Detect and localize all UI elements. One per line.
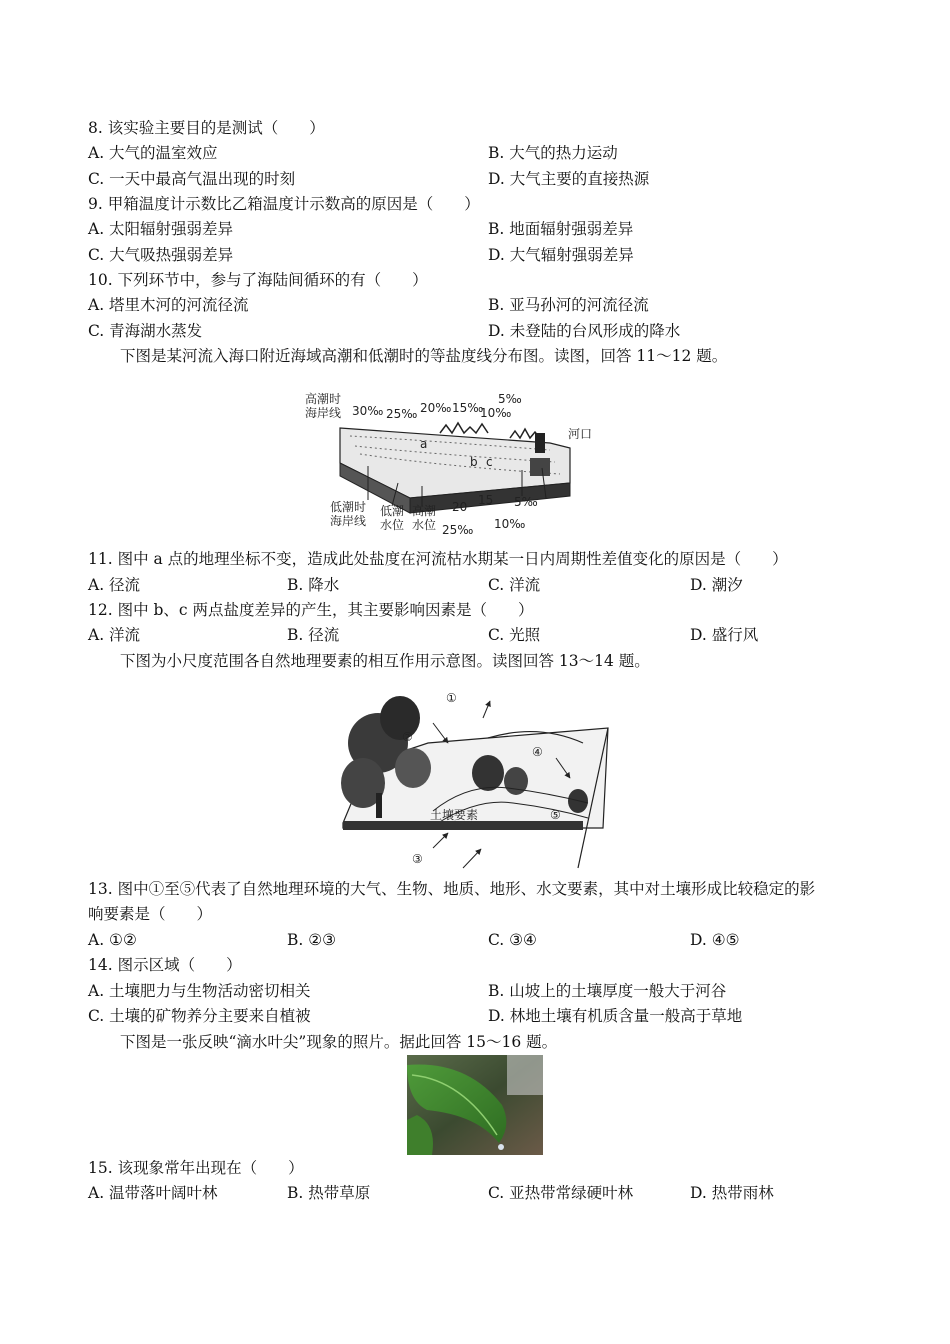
q13-stem-line1: 13. 图中①至⑤代表了自然地理环境的大气、生物、地质、地形、水文要素，其中对土壤形成比较稳定的影 bbox=[88, 880, 816, 898]
marker-1: ① bbox=[446, 691, 457, 705]
intro-geo-elements-figure: 下图为小尺度范围各自然地理要素的相互作用示意图。读图回答 13～14 题。 bbox=[120, 652, 650, 670]
q13-stem-line2: 响要素是（ ） bbox=[88, 905, 213, 923]
label-high-tide-coast-2: 海岸线 bbox=[305, 406, 342, 420]
q8-option-a: A. 大气的温室效应 bbox=[88, 144, 218, 162]
intro-drip-tip-photo: 下图是一张反映“滴水叶尖”现象的照片。据此回答 15～16 题。 bbox=[120, 1033, 558, 1051]
q8-option-b: B. 大气的热力运动 bbox=[488, 144, 618, 162]
label-bottom-25: 25‰ bbox=[442, 523, 474, 537]
q9-stem: 9. 甲箱温度计示数比乙箱温度计示数高的原因是（ ） bbox=[88, 195, 480, 213]
q14-stem: 14. 图示区域（ ） bbox=[88, 956, 242, 974]
q9-option-b: B. 地面辐射强弱差异 bbox=[488, 220, 634, 238]
drip-tip-leaf-photo bbox=[407, 1055, 543, 1155]
label-point-b: b bbox=[470, 455, 478, 469]
q11-stem: 11. 图中 a 点的地理坐标不变，造成此处盐度在河流枯水期某一日内周期性差值变化的原因是（ ） bbox=[88, 550, 788, 568]
label-top-30: 30‰ bbox=[352, 404, 384, 418]
q12-stem: 12. 图中 b、c 两点盐度差异的产生，其主要影响因素是（ ） bbox=[88, 601, 534, 619]
label-low-tide-coast-1: 低潮时 bbox=[330, 500, 367, 514]
q10-option-d: D. 未登陆的台风形成的降水 bbox=[488, 322, 681, 340]
q15-option-b: B. 热带草原 bbox=[287, 1184, 371, 1202]
q9-option-a: A. 太阳辐射强弱差异 bbox=[88, 220, 234, 238]
label-low-tide-coast-2: 海岸线 bbox=[330, 514, 367, 528]
label-river-mouth: 河口 bbox=[568, 427, 593, 441]
label-soil-element: 土壤要素 bbox=[430, 808, 479, 822]
q14-option-b: B. 山坡上的土壤厚度一般大于河谷 bbox=[488, 982, 727, 1000]
marker-5: ⑤ bbox=[550, 808, 561, 822]
q11-option-b: B. 降水 bbox=[287, 576, 340, 594]
label-high-tide-coast-1: 高潮时 bbox=[305, 392, 342, 406]
label-high-water-1: 高潮 bbox=[412, 504, 437, 518]
q13-option-d: D. ④⑤ bbox=[690, 931, 740, 949]
q13-option-b: B. ②③ bbox=[287, 931, 337, 949]
label-point-c: c bbox=[486, 455, 493, 469]
q14-option-c: C. 土壤的矿物养分主要来自植被 bbox=[88, 1007, 311, 1025]
q12-option-b: B. 径流 bbox=[287, 626, 340, 644]
q13-option-c: C. ③④ bbox=[488, 931, 537, 949]
q12-option-a: A. 洋流 bbox=[88, 626, 141, 644]
label-top-5: 5‰ bbox=[498, 392, 522, 406]
marker-4: ④ bbox=[532, 745, 543, 759]
q14-option-d: D. 林地土壤有机质含量一般高于草地 bbox=[488, 1007, 743, 1025]
marker-3: ③ bbox=[412, 852, 423, 866]
q15-stem: 15. 该现象常年出现在（ ） bbox=[88, 1159, 304, 1177]
label-top-10: 10‰ bbox=[480, 406, 512, 420]
marker-2: ② bbox=[402, 730, 413, 744]
q15-option-c: C. 亚热带常绿硬叶林 bbox=[488, 1184, 634, 1202]
label-low-water-1: 低潮 bbox=[380, 504, 405, 518]
q8-option-d: D. 大气主要的直接热源 bbox=[488, 170, 650, 188]
q15-option-a: A. 温带落叶阔叶林 bbox=[88, 1184, 218, 1202]
intro-salinity-figure: 下图是某河流入海口附近海域高潮和低潮时的等盐度线分布图。读图，回答 11～12 题。 bbox=[120, 347, 728, 365]
q14-option-a: A. 土壤肥力与生物活动密切相关 bbox=[88, 982, 311, 1000]
q8-stem: 8. 该实验主要目的是测试（ ） bbox=[88, 119, 325, 137]
geo-elements-figure bbox=[338, 683, 613, 873]
label-low-water-2: 水位 bbox=[380, 518, 405, 532]
label-top-25: 25‰ bbox=[386, 407, 418, 421]
label-top-20: 20‰ bbox=[420, 401, 452, 415]
q11-option-c: C. 洋流 bbox=[488, 576, 541, 594]
label-high-water-2: 水位 bbox=[412, 518, 437, 532]
label-point-a: a bbox=[420, 437, 428, 451]
label-top-15: 15‰ bbox=[452, 401, 484, 415]
q10-option-c: C. 青海湖水蒸发 bbox=[88, 322, 203, 340]
q13-option-a: A. ①② bbox=[88, 931, 137, 949]
q9-option-d: D. 大气辐射强弱差异 bbox=[488, 246, 634, 264]
q11-option-d: D. 潮汐 bbox=[690, 576, 743, 594]
q11-option-a: A. 径流 bbox=[88, 576, 141, 594]
q10-stem: 10. 下列环节中，参与了海陆间循环的有（ ） bbox=[88, 271, 428, 289]
q8-option-c: C. 一天中最高气温出现的时刻 bbox=[88, 170, 296, 188]
q10-option-a: A. 塔里木河的河流径流 bbox=[88, 296, 249, 314]
salinity-isoline-figure bbox=[300, 388, 600, 538]
q15-option-d: D. 热带雨林 bbox=[690, 1184, 774, 1202]
label-bottom-10: 10‰ bbox=[494, 517, 526, 531]
q12-option-d: D. 盛行风 bbox=[690, 626, 759, 644]
q12-option-c: C. 光照 bbox=[488, 626, 541, 644]
label-bottom-20: 20 bbox=[452, 500, 468, 514]
label-bottom-15: 15 bbox=[478, 493, 494, 507]
q9-option-c: C. 大气吸热强弱差异 bbox=[88, 246, 234, 264]
label-bottom-5: 5‰ bbox=[514, 495, 538, 509]
q10-option-b: B. 亚马孙河的河流径流 bbox=[488, 296, 649, 314]
